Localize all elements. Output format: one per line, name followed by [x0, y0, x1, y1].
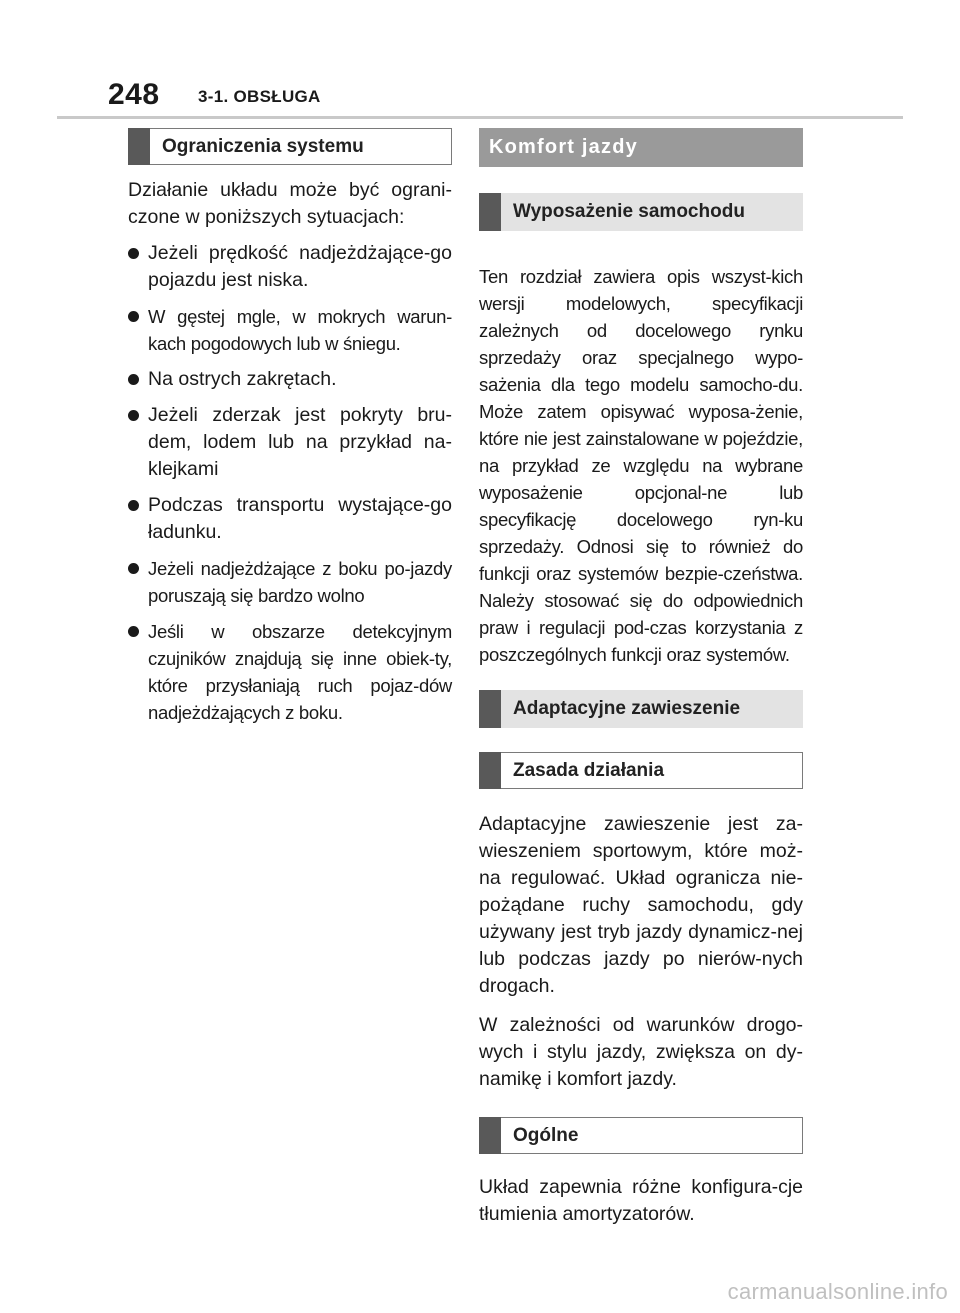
heading-general: Ogólne	[479, 1117, 803, 1154]
bullet-dot-icon	[128, 311, 139, 322]
bullet-dot-icon	[128, 248, 139, 259]
bullet-dot-icon	[128, 374, 139, 385]
principle-text: Adaptacyjne zawieszenie jest za-wieszeniem sportowym, które moż-na regulować. Układ ogranicza nie-pożądane ruchy samochodu, gdy używany jest tryb jazdy dynamicz-nej lub podczas jazdy po nierów-nych drogach.	[479, 813, 803, 997]
bullet-dot-icon	[128, 563, 139, 574]
heading-vehicle-equipment: Wyposażenie samochodu	[479, 193, 803, 231]
general-text: Układ zapewnia różne konfigura-cje tłumienia amortyzatorów.	[479, 1176, 803, 1225]
right-column	[479, 128, 803, 1228]
bullet-dot-icon	[128, 500, 139, 511]
principle-text-continued: W zależności od warunków drogo-wych i stylu jazdy, zwiększa on dy-namikę i komfort jazdy.	[479, 1014, 803, 1090]
equipment-text: Ten rozdział zawiera opis wszyst-kich wersji modelowych, specyfikacji zależnych od docelowego rynku sprzedaży oraz specjalnego wypo-sażenia dla tego modelu samocho-du. Może zatem opisywać wyposa-żenie, które nie jest zainstalowane w pojeździe, na przykład ze względu na wybrane wyposażenie opcjonal-ne lub specyfikację docelowego ryn-ku sprzedaży. Odnosi się to również do funkcji oraz systemów bezpie-czeństwa. Należy stosować się do odpowiednich praw i regulacji pod-czas korzystania z poszczególnych funkcji oraz systemów.	[479, 266, 803, 665]
bullet-item: W gęstej mgle, w mokrych warun-kach pogodowych lub w śniegu.	[128, 303, 452, 357]
section-title: 3-1. OBSŁUGA	[198, 87, 321, 106]
page-number: 248	[108, 78, 160, 111]
bullet-item: Podczas transportu wystające-go ładunku.	[128, 492, 452, 546]
limitations-intro: Działanie układu może być ograni-czone w poniższych sytuacjach:	[128, 179, 452, 228]
heading-operating-principle: Zasada działania	[479, 752, 803, 789]
bullet-item: Jeżeli prędkość nadjeżdżające-go pojazdu jest niska.	[128, 240, 452, 294]
bullet-item: Jeśli w obszarze detekcyjnym czujników znajdują się inne obiek-ty, które przysłaniają ruch pojaz-dów nadjeżdżających z boku.	[128, 618, 452, 726]
bullet-dot-icon	[128, 410, 139, 421]
left-column	[128, 128, 452, 726]
bullet-item: Jeżeli zderzak jest pokryty bru-dem, lodem lub na przykład na-klejkami	[128, 402, 452, 483]
bullet-item: Jeżeli nadjeżdżające z boku po-jazdy poruszają się bardzo wolno	[128, 555, 452, 609]
bullet-dot-icon	[128, 626, 139, 637]
bullet-item: Na ostrych zakrętach.	[128, 366, 452, 393]
heading-adaptive-suspension: Adaptacyjne zawieszenie	[479, 690, 803, 728]
chapter-heading-driving-comfort: Komfort jazdy	[479, 128, 803, 167]
watermark: carmanualsonline.info	[727, 1279, 948, 1304]
header-rule	[57, 116, 903, 119]
heading-system-limitations: Ograniczenia systemu	[128, 128, 452, 165]
